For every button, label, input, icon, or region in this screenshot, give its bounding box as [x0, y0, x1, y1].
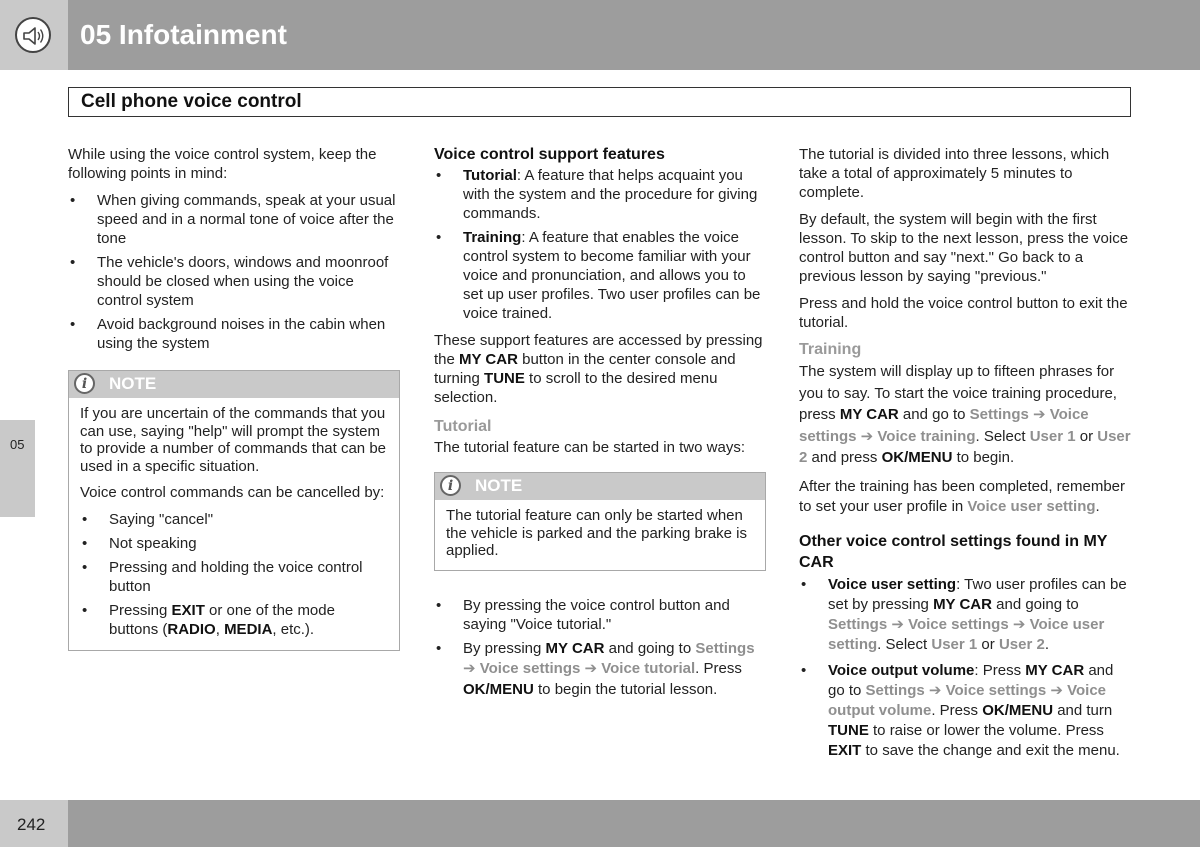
tips-list	[68, 191, 400, 353]
menu-path: Settings ➔ Voice settings ➔ Voice training	[799, 406, 1089, 445]
list-item: • Not speaking	[80, 534, 388, 553]
section-title-box	[68, 87, 1131, 117]
default-paragraph: By default, the system will begin with the first lesson. To skip to the next lesson, press the voice control button and say "next." Go back to a previous lesson by saying "previous."	[799, 211, 1129, 285]
support-features-heading: Voice control support features	[434, 146, 665, 163]
note-box	[434, 472, 766, 571]
note-label: NOTE	[109, 374, 157, 393]
note-header	[435, 473, 765, 500]
list-item: • Avoid background noises in the cabin when using the system	[68, 315, 400, 353]
speaker-icon	[15, 17, 51, 53]
chapter-title: 05 Infotainment	[80, 19, 287, 50]
features-list	[434, 166, 766, 323]
section-title: Cell phone voice control	[81, 91, 302, 112]
note-box	[68, 370, 400, 651]
list-item: • Pressing and holding the voice control button	[80, 558, 388, 596]
list-item: • Saying "cancel"	[80, 510, 388, 529]
menu-path: Settings ➔ Voice settings ➔ Voice tutorial	[463, 639, 755, 677]
cancel-list	[80, 510, 388, 639]
page-number: 242	[17, 815, 46, 834]
column-2	[434, 145, 766, 708]
info-icon: i	[440, 475, 461, 496]
note-body	[435, 500, 765, 570]
note-paragraph: If you are uncertain of the commands that you can use, saying "help" will prompt the system to provide a number of commands that can be used in a specific situation.	[80, 405, 387, 475]
chapter-header-tab	[0, 0, 68, 70]
training-heading: Training	[799, 341, 862, 358]
menu-path: Settings ➔ Voice settings ➔ Voice user setting	[828, 615, 1105, 653]
menu-path: Settings ➔ Voice settings ➔ Voice output volume	[828, 681, 1106, 719]
training-paragraph: The system will display up to fifteen phrases for you to say. To start the voice training procedure, press MY CAR and go to Settings ➔ Voice settings ➔ Voice training. Select User 1 or User 2 and press OK/MENU to begin.	[799, 363, 1131, 466]
list-item: • When giving commands, speak at your usual speed and in a normal tone of voice after the tone	[68, 191, 400, 248]
note-paragraph: The tutorial feature can only be started when the vehicle is parked and the parking brake is applied.	[446, 507, 748, 559]
chapter-side-tab	[0, 420, 35, 517]
list-item: • Pressing EXIT or one of the mode buttons (RADIO, MEDIA, etc.).	[80, 601, 388, 639]
after-training-paragraph: After the training has been completed, remember to set your user profile in Voice user setting.	[799, 477, 1126, 515]
side-tab-label: 05	[10, 437, 25, 452]
other-settings-heading: Other voice control settings found in MY CAR	[799, 532, 1108, 571]
access-paragraph: These support features are accessed by pressing the MY CAR button in the center console and turning TUNE to scroll to the desired menu selection.	[434, 332, 763, 406]
list-item: • Tutorial: A feature that helps acquaint you with the system and the procedure for giving commands.	[434, 166, 766, 223]
lessons-paragraph: The tutorial is divided into three lessons, which take a total of approximately 5 minutes to complete.	[799, 146, 1110, 201]
list-item: • Voice output volume: Press MY CAR and go to Settings ➔ Voice settings ➔ Voice output volume. Press OK/MENU and turn TUNE to raise or lower the volume. Press EXIT to save the change and exit the menu.	[799, 661, 1131, 761]
column-1	[68, 145, 400, 661]
info-icon: i	[74, 373, 95, 394]
note-body	[69, 398, 399, 650]
note-header	[69, 371, 399, 398]
list-item: • The vehicle's doors, windows and moonroof should be closed when using the voice control system	[68, 253, 400, 310]
other-settings-list	[799, 575, 1131, 761]
column-3	[799, 145, 1131, 769]
list-item: • Voice user setting: Two user profiles can be set by pressing MY CAR and going to Settings ➔ Voice settings ➔ Voice user setting. Select User 1 or User 2.	[799, 575, 1131, 655]
intro-paragraph: While using the voice control system, keep the following points in mind:	[68, 146, 377, 182]
list-item: • By pressing MY CAR and going to Settings ➔ Voice settings ➔ Voice tutorial. Press OK/MENU to begin the tutorial lesson.	[434, 639, 766, 701]
list-item: • Training: A feature that enables the voice control system to become familiar with your voice and pronunciation, and allows you to set up user profiles. Two user profiles can be voice trained.	[434, 228, 766, 323]
tutorial-methods-list	[434, 596, 766, 701]
list-item: • By pressing the voice control button and saying "Voice tutorial."	[434, 596, 766, 634]
exit-paragraph: Press and hold the voice control button to exit the tutorial.	[799, 295, 1128, 331]
tutorial-heading: Tutorial	[434, 418, 492, 435]
tutorial-paragraph: The tutorial feature can be started in two ways:	[434, 439, 745, 456]
page-footer	[0, 800, 1200, 847]
note-label: NOTE	[475, 476, 523, 495]
note-paragraph: Voice control commands can be cancelled by:	[80, 484, 385, 501]
